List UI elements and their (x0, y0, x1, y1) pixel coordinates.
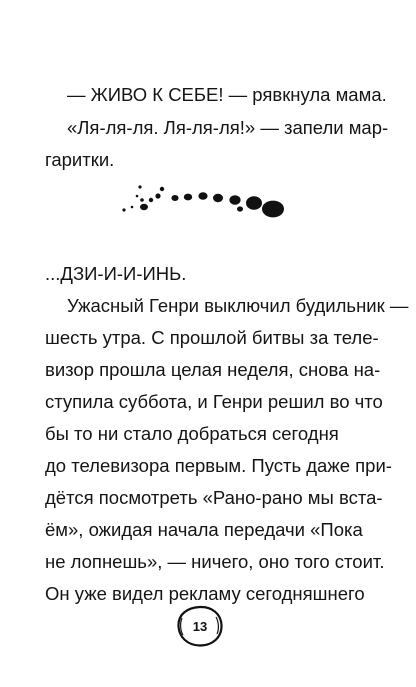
text-line: — ЖИВО К СЕБЕ! — рявкнула мама. (67, 84, 387, 105)
text-line: дётся посмотреть «Рано-рано мы вста- (45, 487, 383, 508)
text-line: бы то ни стало добраться сегодня (45, 423, 339, 444)
text-line: до телевизора первым. Пусть даже при- (45, 455, 392, 476)
text-line: визор прошла целая неделя, снова на- (45, 359, 381, 380)
ink-splatter-divider-icon (118, 180, 298, 226)
text-line: не лопнешь», — ничего, оно того стоит. (45, 551, 385, 572)
text-line: Он уже видел рекламу сегодняшнего (45, 583, 365, 604)
text-line: ступила суббота, и Генри решил во что (45, 391, 383, 412)
page-number: 13 (192, 618, 208, 634)
text-line: гаритки. (45, 149, 115, 170)
text-line: «Ля-ля-ля. Ля-ля-ля!» — запели мар- (67, 117, 389, 138)
page-number-badge (176, 604, 224, 648)
text-line: шесть утра. С прошлой битвы за теле- (45, 327, 379, 348)
text-line: Ужасный Генри выключил будильник — (67, 295, 409, 316)
text-line: ...ДЗИ-И-И-ИНЬ. (45, 263, 187, 284)
text-line: ём», ожидая начала передачи «Пока (45, 519, 363, 540)
